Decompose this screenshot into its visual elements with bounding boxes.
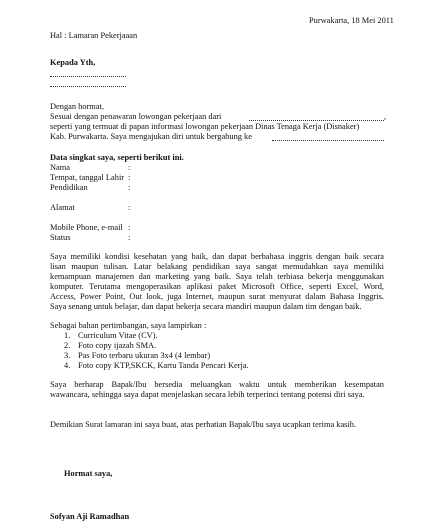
attachment-number: 2.	[64, 341, 71, 350]
intro-line-2: seperti yang termuat di papan informasi lowongan pekerjaan Dinas Tenaga Kerja (Disnaker)	[50, 122, 360, 131]
paragraph1-line-5: Access, Power Point, Out look, juga Internet, maupun surat menyurat dalam Bahasa Inggris.	[50, 292, 384, 301]
paragraph1-line-4: komputer. Terutama mengoperasikan aplikasi paket Microsoft Office, seperti Excel, Word,	[50, 282, 384, 291]
intro-comma: ,	[384, 112, 387, 121]
field-label-birth: Tempat, tanggal Lahir	[50, 173, 125, 182]
field-colon: :	[128, 163, 131, 172]
recipient-title: Kepada Yth,	[50, 58, 96, 67]
intro-line-3: Kab. Purwakarta. Saya mengajukan diri untuk bergabung ke	[50, 132, 252, 141]
recipient-address-blank	[50, 86, 126, 87]
company-blank	[249, 120, 384, 121]
paragraph1-line-3: kemampuan manajemen dan marketing yang baik. Saya telah terbiasa bekerja menggunakan	[50, 272, 384, 281]
paragraph2-line-1: Saya berharap Bapak/Ibu bersedia meluangkan waktu untuk memberikan kesempatan	[50, 380, 384, 389]
attachment-item: Pas Foto terbaru ukuran 3x4 (4 lembar)	[78, 351, 211, 360]
paragraph3: Demikian Surat lamaran ini saya buat, atas perhatian Bapak/Ibu saya ucapkan terima kasih.	[50, 420, 357, 429]
intro-line-1: Sesuai dengan penawaran lowongan pekerjaan dari	[50, 112, 222, 121]
recipient-name-blank	[50, 76, 126, 77]
place-date: Purwakarta, 18 Mei 2011	[309, 16, 394, 25]
field-label-status: Status	[50, 233, 71, 242]
paragraph1-line-2: lisan maupun tulisan. Latar belakang pendidikan saya sangat memudahkan saya memiliki	[50, 262, 384, 271]
position-blank	[272, 140, 384, 141]
field-colon: :	[128, 203, 131, 212]
letter-subject: Hal : Lamaran Pekerjaaan	[50, 31, 138, 40]
field-colon: :	[128, 183, 131, 192]
attachment-item: Foto copy KTP,SKCK, Kartu Tanda Pencari Kerja.	[78, 361, 249, 370]
field-label-address: Alamat	[50, 203, 75, 212]
closing: Hormat saya,	[64, 469, 113, 478]
field-label-phone-email: Mobile Phone, e-mail	[50, 223, 123, 232]
paragraph2-line-2: wawancara, sehingga saya dapat menjelaskan secara lebih terperinci tentang potensi diri saya.	[50, 390, 365, 399]
data-heading: Data singkat saya, seperti berikut ini.	[50, 153, 184, 162]
attachment-item: Curriculum Vitae (CV).	[78, 331, 158, 340]
greeting: Dengan hormat,	[50, 102, 104, 111]
signature-name: Sofyan Aji Ramadhan	[50, 512, 130, 521]
attachment-item: Foto copy ijazah SMA.	[78, 341, 157, 350]
field-colon: :	[128, 233, 131, 242]
field-label-name: Nama	[50, 163, 70, 172]
field-label-education: Pendidikan	[50, 183, 88, 192]
paragraph1-line-1: Saya memiliki kondisi kesehatan yang baik, dan dapat berbahasa inggris dengan baik secara	[50, 252, 384, 261]
field-colon: :	[128, 173, 131, 182]
attachments-intro: Sebagai bahan pertimbangan, saya lampirkan :	[50, 321, 207, 330]
paragraph1-line-6: Saya senang untuk belajar, dan dapat bekerja secara mandiri maupun dalam tim dengan baik.	[50, 302, 362, 311]
attachment-number: 3.	[64, 351, 71, 360]
field-colon: :	[128, 223, 131, 232]
attachment-number: 4.	[64, 361, 71, 370]
attachment-number: 1.	[64, 331, 71, 340]
